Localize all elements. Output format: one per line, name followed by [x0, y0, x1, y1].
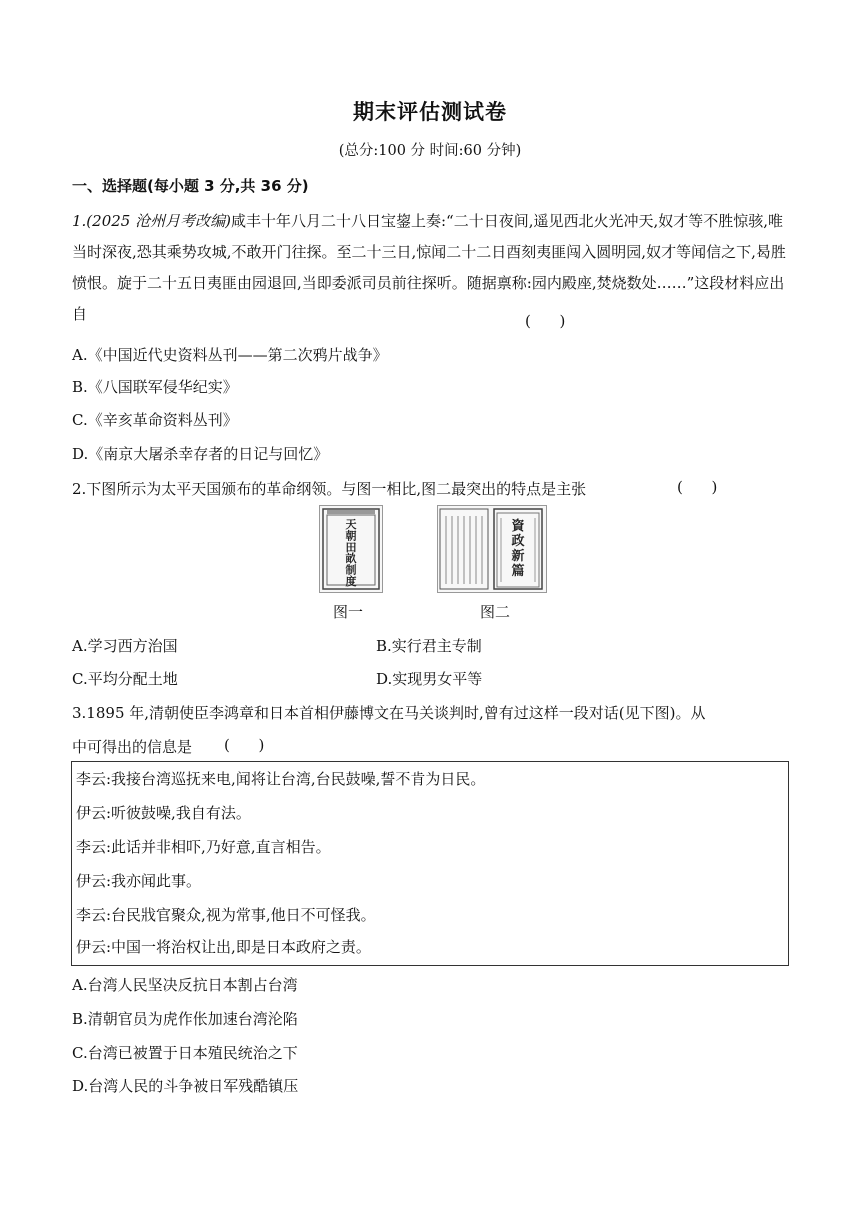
dialog-line: 伊云:我亦闻此事。 — [76, 872, 202, 890]
figure-1-image — [319, 505, 383, 593]
figure-cover-char: 畝 — [345, 552, 357, 566]
question-1-option-b: B.《八国联军侵华纪实》 — [72, 378, 238, 396]
dialog-line: 伊云:听彼鼓噪,我自有法。 — [76, 804, 251, 822]
question-1-answer-bracket: ( ) — [525, 312, 566, 330]
figure-cover-char: 新 — [511, 549, 525, 564]
figure-cover-char: 田 — [345, 540, 357, 554]
question-3-stem-line-1: 3.1895 年,清朝使臣李鸿章和日本首相伊藤博文在马关谈判时,曾有过这样一段对话(见下图)。从 — [72, 704, 706, 722]
question-2-option-a: A.学习西方治国 — [72, 637, 178, 655]
figure-cover-char: 篇 — [511, 564, 525, 579]
question-1-option-d: D.《南京大屠杀幸存者的日记与回忆》 — [72, 445, 329, 463]
question-3-dialog-box — [71, 761, 789, 966]
question-1-stem — [72, 206, 792, 330]
question-2-option-c: C.平均分配土地 — [72, 670, 178, 688]
question-1-body: 咸丰十年八月二十八日宝鋆上奏:“二十日夜间,遥见西北火光冲天,奴才等不胜惊骇,唯当时深夜,恐其乘势攻城,不敢开门往探。至二十三日,惊闻二十二日酉刻夷匪闯入圆明园,奴才等闻信之下,曷胜愤恨。旋于二十五日夷匪由园退回,当即委派司员前往探听。随据禀称:园内殿座,焚烧数处……”这段材料应出自 — [72, 212, 786, 323]
question-1-option-c: C.《辛亥革命资料丛刊》 — [72, 411, 238, 429]
dialog-line: 李云:此话并非相吓,乃好意,直言相告。 — [76, 838, 331, 856]
question-1-option-a: A.《中国近代史资料丛刊——第二次鸦片战争》 — [72, 346, 388, 364]
figure-cover-char: 天 — [345, 518, 357, 531]
figure-cover-char: 度 — [345, 575, 357, 588]
question-2-stem: 2.下图所示为太平天国颁布的革命纲领。与图一相比,图二最突出的特点是主张 — [72, 480, 587, 498]
question-3-option-c: C.台湾已被置于日本殖民统治之下 — [72, 1044, 298, 1062]
dialog-line: 李云:我接台湾巡抚来电,闻将让台湾,台民鼓噪,誓不肯为日民。 — [76, 770, 486, 788]
question-2-answer-bracket: ( ) — [677, 478, 718, 496]
question-3-answer-bracket: ( ) — [224, 736, 265, 754]
section-heading: 一、选择题(每小题 3 分,共 36 分) — [72, 177, 309, 195]
figure-cover-char: 資 — [511, 519, 525, 534]
exam-title: 期末评估测试卷 — [353, 100, 507, 124]
question-3-option-b: B.清朝官员为虎作伥加速台湾沦陷 — [72, 1010, 298, 1028]
question-3-option-a: A.台湾人民坚决反抗日本割占台湾 — [72, 976, 298, 994]
exam-subtitle: (总分:100 分 时间:60 分钟) — [338, 143, 522, 159]
figure-cover-char: 朝 — [345, 529, 357, 543]
dialog-line: 李云:台民戕官聚众,视为常事,他日不可怪我。 — [76, 906, 376, 924]
question-2-option-b: B.实行君主专制 — [376, 637, 482, 655]
dialog-line: 伊云:中国一将治权让出,即是日本政府之责。 — [76, 938, 371, 956]
figure-1-caption: 图一 — [333, 603, 364, 621]
question-3-stem-line-2: 中可得出的信息是 — [72, 738, 193, 756]
question-1-source: 1.(2025 沧州月考改编) — [72, 212, 231, 230]
figure-cover-char: 政 — [511, 534, 525, 549]
figure-2-image — [437, 505, 547, 593]
figure-cover-char: 制 — [345, 563, 357, 577]
figure-2-caption: 图二 — [480, 603, 511, 621]
question-3-option-d: D.台湾人民的斗争被日军残酷镇压 — [72, 1077, 299, 1095]
question-2-option-d: D.实现男女平等 — [376, 670, 483, 688]
